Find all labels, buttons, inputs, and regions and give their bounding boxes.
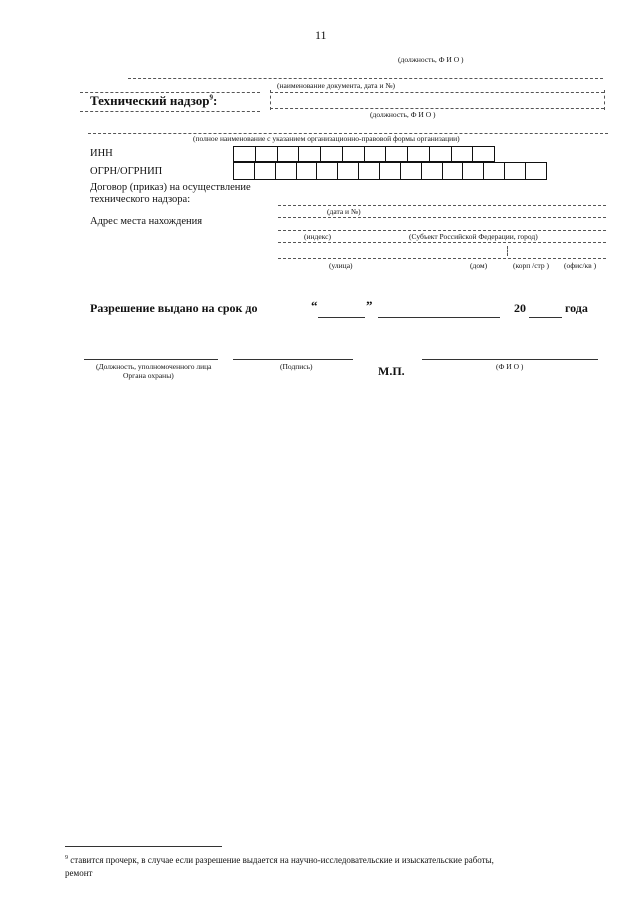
title-text: Технический надзор	[90, 93, 210, 108]
year-suffix: года	[565, 301, 588, 315]
title-box-top	[80, 92, 260, 93]
permit-label: Разрешение выдано на срок до	[90, 301, 258, 315]
name-line[interactable]	[422, 359, 598, 360]
signature-caption: (Подпись)	[280, 362, 313, 371]
footnote-line1	[65, 855, 494, 865]
ogrn-digit-cell[interactable]	[338, 163, 359, 179]
contract-label-line1: Договор (приказ) на осуществление	[90, 182, 251, 193]
index-caption: (индекс)	[304, 232, 331, 241]
footnote-line2: ремонт	[65, 868, 93, 878]
authority-caption-line1: (Должность, уполномоченного лица	[96, 362, 212, 371]
footnote-ref: 9	[209, 93, 214, 102]
supervision-box-left	[270, 90, 271, 110]
org-name-caption: (полное наименование с указанием организационно-правовой формы организации)	[193, 134, 460, 143]
inn-label: ИНН	[90, 148, 113, 159]
address-line-2	[278, 242, 606, 243]
supervision-box-bottom	[270, 108, 604, 109]
inn-digit-cell[interactable]	[321, 147, 343, 161]
inn-digit-cell[interactable]	[365, 147, 387, 161]
region-caption: (Субъект Российской Федерации, город)	[409, 232, 538, 241]
street-caption: (улица)	[329, 261, 353, 270]
ogrn-digit-cell[interactable]	[234, 163, 255, 179]
ogrn-digit-cell[interactable]	[380, 163, 401, 179]
ogrn-digit-cell[interactable]	[401, 163, 422, 179]
document-line	[128, 78, 603, 79]
position-name-caption-2: (должность, Ф И О )	[370, 110, 436, 119]
ogrn-digit-cell[interactable]	[422, 163, 443, 179]
year-line[interactable]	[529, 317, 562, 318]
inn-digit-cell[interactable]	[256, 147, 278, 161]
house-caption: (дом)	[470, 261, 488, 270]
contract-line	[278, 205, 606, 206]
ogrn-digit-cell[interactable]	[443, 163, 464, 179]
building-caption: (корп /стр )	[513, 261, 550, 270]
footnote-marker: 9	[65, 855, 68, 861]
inn-digit-cell[interactable]	[473, 147, 494, 161]
inn-input[interactable]	[233, 146, 495, 162]
quote-open: “	[311, 298, 318, 313]
ogrn-label: ОГРН/ОГРНИП	[90, 166, 163, 177]
page-number: 11	[315, 28, 327, 42]
contract-caption: (дата и №)	[327, 207, 361, 216]
contract-label-line2: технического надзора:	[90, 194, 191, 205]
ogrn-digit-cell[interactable]	[297, 163, 318, 179]
ogrn-digit-cell[interactable]	[526, 163, 546, 179]
inn-digit-cell[interactable]	[430, 147, 452, 161]
authority-caption-line2: Органа охраны)	[123, 371, 174, 380]
supervision-box-top	[270, 92, 604, 93]
day-line[interactable]	[318, 317, 365, 318]
document-caption: (наименование документа, дата и №)	[277, 81, 396, 90]
position-name-caption: (должность, Ф И О )	[398, 55, 464, 64]
month-line[interactable]	[378, 317, 500, 318]
ogrn-digit-cell[interactable]	[359, 163, 380, 179]
address-line-3	[278, 258, 606, 259]
address-divider	[507, 246, 508, 256]
ogrn-digit-cell[interactable]	[317, 163, 338, 179]
ogrn-digit-cell[interactable]	[484, 163, 505, 179]
inn-digit-cell[interactable]	[386, 147, 408, 161]
inn-digit-cell[interactable]	[452, 147, 474, 161]
title-box-bottom	[80, 111, 260, 112]
signature-line[interactable]	[233, 359, 353, 360]
footnote-separator	[65, 846, 222, 847]
ogrn-digit-cell[interactable]	[463, 163, 484, 179]
footnote-text-line1: ставится прочерк, в случае если разрешение выдается на научно-исследовательские и изыскательские работы,	[68, 855, 494, 865]
inn-digit-cell[interactable]	[408, 147, 430, 161]
contract-line-2	[278, 217, 606, 218]
address-label: Адрес места нахождения	[90, 216, 203, 227]
name-caption: (Ф И О )	[496, 362, 524, 371]
inn-digit-cell[interactable]	[234, 147, 256, 161]
supervision-box-right	[604, 90, 605, 110]
title-colon: :	[213, 93, 218, 108]
ogrn-digit-cell[interactable]	[255, 163, 276, 179]
quote-close: ”	[366, 298, 373, 313]
inn-digit-cell[interactable]	[343, 147, 365, 161]
authority-line[interactable]	[84, 359, 218, 360]
address-line-1	[278, 230, 606, 231]
stamp-label: М.П.	[378, 364, 405, 378]
technical-supervision-title	[90, 93, 217, 109]
inn-digit-cell[interactable]	[278, 147, 300, 161]
ogrn-input[interactable]	[233, 162, 547, 180]
year-prefix: 20	[514, 301, 526, 315]
office-caption: (офис/кв )	[564, 261, 597, 270]
ogrn-digit-cell[interactable]	[276, 163, 297, 179]
inn-digit-cell[interactable]	[299, 147, 321, 161]
ogrn-digit-cell[interactable]	[505, 163, 526, 179]
